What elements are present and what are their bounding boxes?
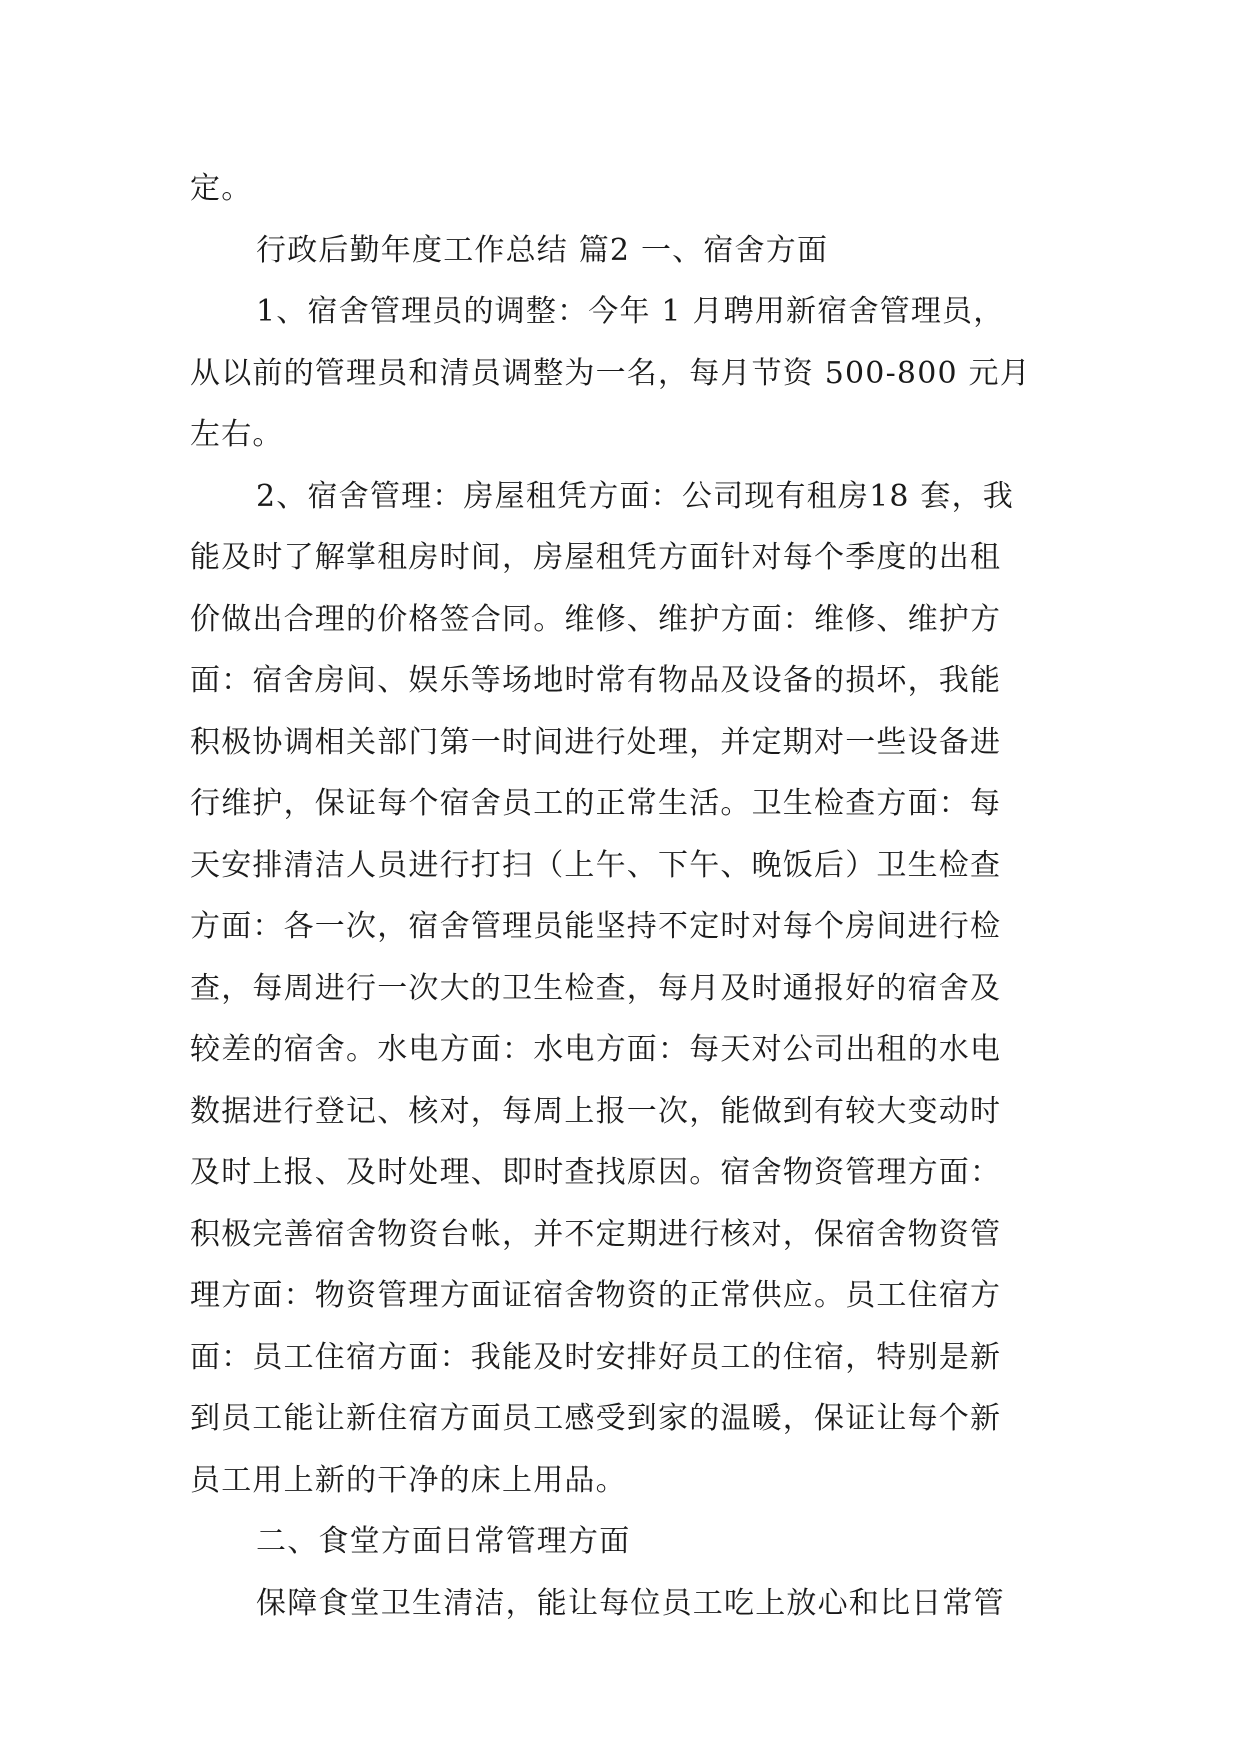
text-line: 及时上报、及时处理、即时查找原因。宿舍物资管理方面：	[190, 1155, 1002, 1190]
text-line: 积极协调相关部门第一时间进行处理，并定期对一些设备进	[190, 724, 1002, 760]
text-line: 能及时了解掌租房时间，房屋租凭方面针对每个季度的出租	[190, 540, 1002, 575]
text-line: 二、食堂方面日常管理方面	[256, 1524, 631, 1559]
text-line: 定。	[190, 171, 253, 206]
text-line: 天安排清洁人员进行打扫（上午、下午、晚饭后）卫生检查	[190, 847, 1002, 883]
text-line: 查，每周进行一次大的卫生检查，每月及时通报好的宿舍及	[190, 970, 1002, 1006]
text-line: 保障食堂卫生清洁，能让每位员工吃上放心和比日常管	[256, 1585, 1005, 1621]
text-line: 较差的宿舍。水电方面：水电方面：每天对公司出租的水电	[190, 1032, 1002, 1067]
text-line: 1、宿舍管理员的调整：今年 1 月聘用新宿舍管理员，	[256, 294, 1005, 329]
text-line: 面：宿舍房间、娱乐等场地时常有物品及设备的损坏，我能	[190, 663, 1002, 698]
text-line: 行政后勤年度工作总结 篇2 一、宿舍方面	[256, 232, 829, 268]
text-line: 积极完善宿舍物资台帐，并不定期进行核对，保宿舍物资管	[190, 1216, 1002, 1252]
text-line: 到员工能让新住宿方面员工感受到家的温暖，保证让每个新	[190, 1401, 1002, 1436]
text-line: 左右。	[190, 417, 284, 452]
text-line: 理方面：物资管理方面证宿舍物资的正常供应。员工住宿方	[190, 1278, 1002, 1313]
text-line: 从以前的管理员和清员调整为一名，每月节资 500-800 元月	[190, 355, 1031, 391]
text-line: 面：员工住宿方面：我能及时安排好员工的住宿，特别是新	[190, 1339, 1002, 1375]
text-line: 行维护，保证每个宿舍员工的正常生活。卫生检查方面：每	[190, 786, 1002, 821]
text-line: 数据进行登记、核对，每周上报一次，能做到有较大变动时	[190, 1093, 1002, 1129]
document-body	[190, 158, 1050, 1634]
text-line: 员工用上新的干净的床上用品。	[190, 1462, 627, 1498]
text-line: 价做出合理的价格签合同。维修、维护方面：维修、维护方	[190, 601, 1002, 637]
text-line: 2、宿舍管理：房屋租凭方面：公司现有租房18 套，我	[256, 478, 1014, 514]
text-line: 方面：各一次，宿舍管理员能坚持不定时对每个房间进行检	[190, 909, 1002, 944]
